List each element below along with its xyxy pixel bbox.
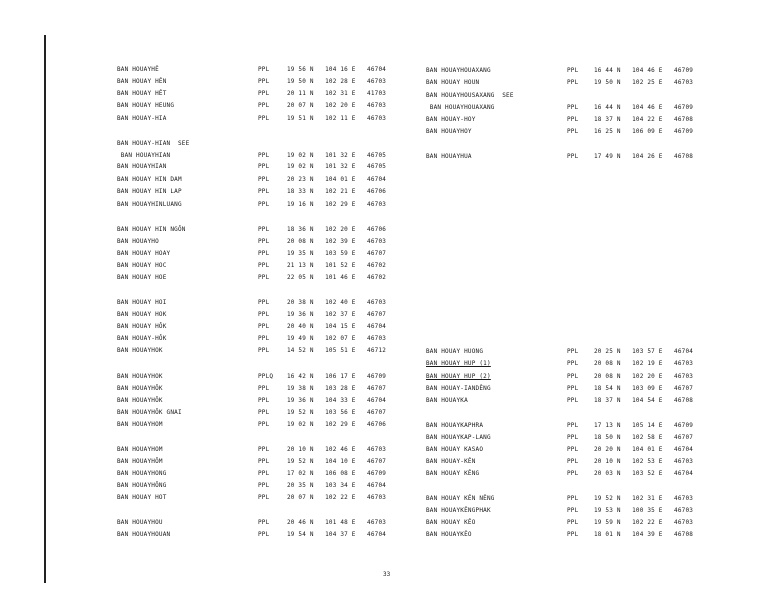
coordinates: 19 54 N 104 37 E 46704 (287, 531, 387, 538)
place-name: BAN HOUAY-HOY (426, 116, 476, 123)
place-name: BAN HOUAY HOE (117, 274, 167, 281)
feature-type: PPL (258, 446, 270, 453)
feature-type: PPL (258, 102, 270, 109)
place-name: BAN HOUAY HÊN (117, 78, 167, 85)
coordinates: 20 23 N 104 01 E 46704 (287, 176, 387, 183)
coordinates: 20 07 N 102 22 E 46703 (287, 494, 387, 501)
feature-type: PPL (258, 519, 270, 526)
feature-type: PPL (258, 188, 270, 195)
page-number: 33 (383, 571, 391, 578)
coordinates: 18 01 N 104 39 E 46708 (594, 531, 694, 538)
feature-type: PPL (258, 482, 270, 489)
place-name: BAN HOUAY KÊNG (426, 470, 480, 477)
place-name: BAN HOUAYHÔK (117, 397, 163, 404)
place-name: BAN HOUAYKA (426, 397, 468, 404)
feature-type: PPL (567, 531, 579, 538)
feature-type: PPL (567, 153, 579, 160)
coordinates: 14 52 N 105 51 E 46712 (287, 347, 387, 354)
coordinates: 17 02 N 106 08 E 46709 (287, 470, 387, 477)
coordinates: 18 50 N 102 58 E 46707 (594, 434, 694, 441)
place-name: BAN HOUAYHUA (426, 153, 472, 160)
feature-type: PPLQ (258, 373, 274, 380)
coordinates: 17 13 N 105 14 E 46709 (594, 422, 694, 429)
feature-type: PPL (567, 348, 579, 355)
feature-type: PPL (258, 238, 270, 245)
place-name: BAN HOUAY KÊN NÊNG (426, 495, 495, 502)
feature-type: PPL (567, 104, 579, 111)
coordinates: 19 02 N 101 32 E 46705 (287, 163, 387, 170)
coordinates: 16 44 N 104 46 E 46709 (594, 67, 694, 74)
place-name: BAN HOUAY HOI (117, 299, 167, 306)
place-name: BAN HOUAY HIN DAM (117, 176, 182, 183)
place-name: BAN HOUAYHOM (117, 446, 163, 453)
feature-type: PPL (258, 531, 270, 538)
place-name: BAN HOUAY KASAO (426, 446, 484, 453)
place-name: BAN HOUAYHIAN (117, 152, 171, 159)
feature-type: PPL (258, 470, 270, 477)
place-name: BAN HOUAY-HÔK (117, 335, 167, 342)
coordinates: 20 10 N 102 46 E 46703 (287, 446, 387, 453)
feature-type: PPL (258, 176, 270, 183)
coordinates: 20 40 N 104 15 E 46704 (287, 323, 387, 330)
coordinates: 19 02 N 101 32 E 46705 (287, 152, 387, 159)
feature-type: PPL (567, 458, 579, 465)
coordinates: 20 20 N 104 01 E 46704 (594, 446, 694, 453)
feature-type: PPL (567, 373, 579, 380)
place-name: BAN HOUAY HÊT (117, 90, 167, 97)
coordinates: 20 25 N 103 57 E 46704 (594, 348, 694, 355)
place-name: BAN HOUAYHOU (117, 519, 163, 526)
feature-type: PPL (258, 274, 270, 281)
coordinates: 19 35 N 103 59 E 46707 (287, 250, 387, 257)
coordinates: 20 07 N 102 20 E 46703 (287, 102, 387, 109)
feature-type: PPL (567, 360, 579, 367)
feature-type: PPL (567, 519, 579, 526)
coordinates: 18 37 N 104 54 E 46708 (594, 397, 694, 404)
feature-type: PPL (258, 323, 270, 330)
feature-type: PPL (567, 495, 579, 502)
place-name: BAN HOUAYHONG (117, 470, 167, 477)
feature-type: PPL (567, 434, 579, 441)
coordinates: 19 38 N 103 28 E 46707 (287, 385, 387, 392)
coordinates: 19 49 N 102 07 E 46703 (287, 335, 387, 342)
place-name: BAN HOUAYHÔM (117, 458, 163, 465)
coordinates: 19 50 N 102 28 E 46703 (287, 78, 387, 85)
coordinates: 20 08 N 102 19 E 46703 (594, 360, 694, 367)
feature-type: PPL (258, 115, 270, 122)
feature-type: PPL (567, 116, 579, 123)
feature-type: PPL (258, 299, 270, 306)
coordinates: 22 05 N 101 46 E 46702 (287, 274, 387, 281)
place-name: BAN HOUAYHÔK GNAI (117, 409, 182, 416)
feature-type: PPL (258, 226, 270, 233)
place-name: BAN HOUAY-HIAN SEE (117, 140, 190, 147)
place-name: BAN HOUAYHOUAXANG (426, 104, 495, 111)
feature-type: PPL (258, 201, 270, 208)
coordinates: 18 33 N 102 21 E 46706 (287, 188, 387, 195)
coordinates: 19 52 N 104 10 E 46707 (287, 458, 387, 465)
place-name: BAN HOUAY HUP (2) (426, 373, 491, 380)
place-name: BAN HOUAY KÊO (426, 519, 476, 526)
coordinates: 19 59 N 102 22 E 46703 (594, 519, 694, 526)
feature-type: PPL (567, 422, 579, 429)
feature-type: PPL (567, 385, 579, 392)
feature-type: PPL (258, 163, 270, 170)
feature-type: PPL (567, 128, 579, 135)
place-name: BAN HOUAYHOUAN (117, 531, 171, 538)
coordinates: 19 52 N 102 31 E 46703 (594, 495, 694, 502)
coordinates: 18 54 N 103 09 E 46707 (594, 385, 694, 392)
feature-type: PPL (567, 470, 579, 477)
coordinates: 19 52 N 103 56 E 46707 (287, 409, 387, 416)
coordinates: 16 42 N 106 17 E 46709 (287, 373, 387, 380)
feature-type: PPL (567, 446, 579, 453)
place-name: BAN HOUAY-HIA (117, 115, 167, 122)
place-name: BAN HOUAYHINLUANG (117, 201, 182, 208)
feature-type: PPL (258, 311, 270, 318)
feature-type: PPL (258, 78, 270, 85)
coordinates: 19 36 N 102 37 E 46707 (287, 311, 387, 318)
feature-type: PPL (567, 67, 579, 74)
feature-type: PPL (567, 79, 579, 86)
coordinates: 21 13 N 101 52 E 46702 (287, 262, 387, 269)
place-name: BAN HOUAY HOT (117, 494, 167, 501)
place-name: BAN HOUAYHOK (117, 347, 163, 354)
feature-type: PPL (258, 335, 270, 342)
coordinates: 20 11 N 102 31 E 41703 (287, 90, 387, 97)
place-name: BAN HOUAY HIN LAP (117, 188, 182, 195)
place-name: BAN HOUAY HÔK (117, 323, 167, 330)
coordinates: 20 10 N 102 53 E 46703 (594, 458, 694, 465)
place-name: BAN HOUAYHOUAXANG (426, 67, 491, 74)
place-name: BAN HOUAY HOC (117, 262, 167, 269)
place-name: BAN HOUAYHÔK (117, 385, 163, 392)
place-name: BAN HOUAYKÊO (426, 531, 472, 538)
place-name: BAN HOUAY HOUN (426, 79, 480, 86)
coordinates: 20 35 N 103 34 E 46704 (287, 482, 387, 489)
coordinates: 19 53 N 100 35 E 46703 (594, 507, 694, 514)
coordinates: 18 36 N 102 20 E 46706 (287, 226, 387, 233)
place-name: BAN HOUAY-KÊN (426, 458, 476, 465)
coordinates: 19 51 N 102 11 E 46703 (287, 115, 387, 122)
left-margin-rule (44, 35, 46, 583)
feature-type: PPL (258, 458, 270, 465)
coordinates: 16 25 N 106 09 E 46709 (594, 128, 694, 135)
feature-type: PPL (567, 507, 579, 514)
feature-type: PPL (258, 66, 270, 73)
place-name: BAN HOUAY HEUNG (117, 102, 175, 109)
coordinates: 18 37 N 104 22 E 46708 (594, 116, 694, 123)
coordinates: 20 08 N 102 20 E 46703 (594, 373, 694, 380)
coordinates: 19 16 N 102 29 E 46703 (287, 201, 387, 208)
coordinates: 19 50 N 102 25 E 46703 (594, 79, 694, 86)
feature-type: PPL (567, 397, 579, 404)
place-name: BAN HOUAY HOK (117, 311, 167, 318)
coordinates: 20 46 N 101 48 E 46703 (287, 519, 387, 526)
coordinates: 20 08 N 102 39 E 46703 (287, 238, 387, 245)
place-name: BAN HOUAYHOUSAXANG SEE (426, 92, 514, 99)
feature-type: PPL (258, 385, 270, 392)
place-name: BAN HOUAYKAP-LANG (426, 434, 491, 441)
coordinates: 19 36 N 104 33 E 46704 (287, 397, 387, 404)
feature-type: PPL (258, 397, 270, 404)
place-name: BAN HOUAYHO (117, 238, 159, 245)
feature-type: PPL (258, 262, 270, 269)
feature-type: PPL (258, 409, 270, 416)
feature-type: PPL (258, 494, 270, 501)
place-name: BAN HOUAY-IANDÊNG (426, 385, 491, 392)
place-name: BAN HOUAY HUP (1) (426, 360, 491, 367)
place-name: BAN HOUAYKÊNGPHAK (426, 507, 491, 514)
place-name: BAN HOUAY HOAY (117, 250, 171, 257)
place-name: BAN HOUAYHIAN (117, 163, 167, 170)
place-name: BAN HOUAYHOY (426, 128, 472, 135)
feature-type: PPL (258, 421, 270, 428)
place-name: BAN HOUAY HIN NGÔN (117, 226, 186, 233)
feature-type: PPL (258, 90, 270, 97)
place-name: BAN HOUAYHÔNG (117, 482, 167, 489)
place-name: BAN HOUAYKAPHRA (426, 422, 484, 429)
place-name: BAN HOUAYHOK (117, 373, 163, 380)
feature-type: PPL (258, 250, 270, 257)
coordinates: 19 56 N 104 16 E 46704 (287, 66, 387, 73)
place-name: BAN HOUAY HUONG (426, 348, 484, 355)
coordinates: 20 03 N 103 52 E 46704 (594, 470, 694, 477)
place-name: BAN HOUAYHÊ (117, 66, 159, 73)
coordinates: 19 02 N 102 29 E 46706 (287, 421, 387, 428)
place-name: BAN HOUAYHOM (117, 421, 163, 428)
coordinates: 20 38 N 102 40 E 46703 (287, 299, 387, 306)
coordinates: 17 49 N 104 26 E 46708 (594, 153, 694, 160)
coordinates: 16 44 N 104 46 E 46709 (594, 104, 694, 111)
feature-type: PPL (258, 152, 270, 159)
feature-type: PPL (258, 347, 270, 354)
